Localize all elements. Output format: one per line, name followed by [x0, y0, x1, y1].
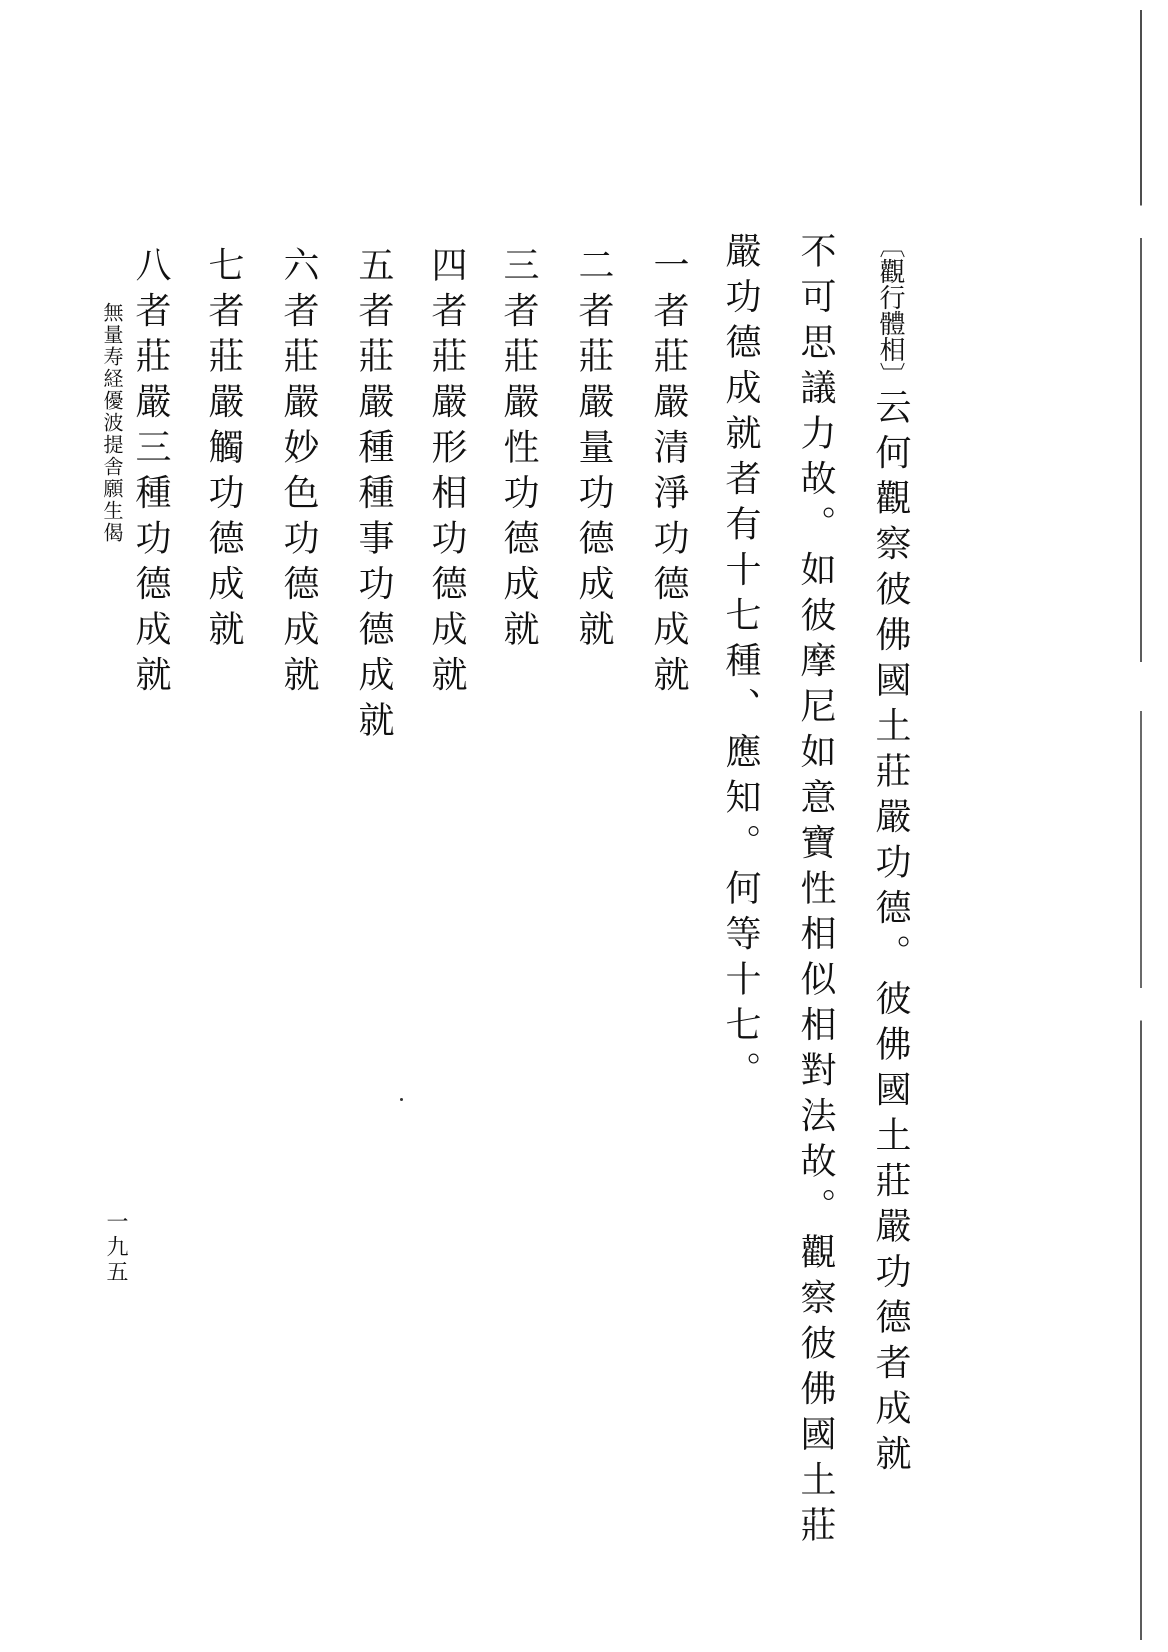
list-item-text: 一者莊嚴清淨功德成就	[648, 246, 689, 701]
list-item-text: 七者莊嚴觸功德成就	[203, 246, 244, 656]
scan-edge-line	[1140, 10, 1142, 1640]
list-item-text: 四者莊嚴形相功德成就	[426, 246, 467, 701]
text-column-2	[795, 232, 836, 1552]
list-item-4	[426, 246, 467, 701]
page-number: 一九五	[103, 1210, 128, 1285]
list-item-text: 二者莊嚴量功德成就	[573, 246, 614, 656]
list-item-2	[573, 246, 614, 656]
list-item-6	[278, 246, 319, 701]
list-item-5	[353, 246, 394, 747]
list-item-text: 六者莊嚴妙色功德成就	[278, 246, 319, 701]
text-column-3	[720, 232, 761, 1097]
column-text: 嚴功德成就者有十七種、應知。何等十七。	[720, 232, 761, 1097]
list-item-3	[498, 246, 539, 656]
list-item-7	[203, 246, 244, 656]
list-item-text: 五者莊嚴種種事功德成就	[353, 246, 394, 747]
list-item-1	[648, 246, 689, 701]
section-heading: 〔觀行體相〕	[875, 232, 905, 388]
list-item-8	[130, 246, 171, 701]
column-text: 云何觀察彼佛國土莊嚴功德。彼佛國土莊嚴功德者成就	[870, 388, 911, 1480]
list-item-text: 八者莊嚴三種功德成就	[130, 246, 171, 701]
running-title: 無量寿経優波提舎願生偈	[100, 302, 124, 544]
column-text: 不可思議力故。如彼摩尼如意寶性相似相對法故。觀察彼佛國土莊	[795, 232, 836, 1552]
text-column-1	[870, 232, 911, 1480]
scan-speck	[400, 1098, 403, 1101]
list-item-text: 三者莊嚴性功德成就	[498, 246, 539, 656]
